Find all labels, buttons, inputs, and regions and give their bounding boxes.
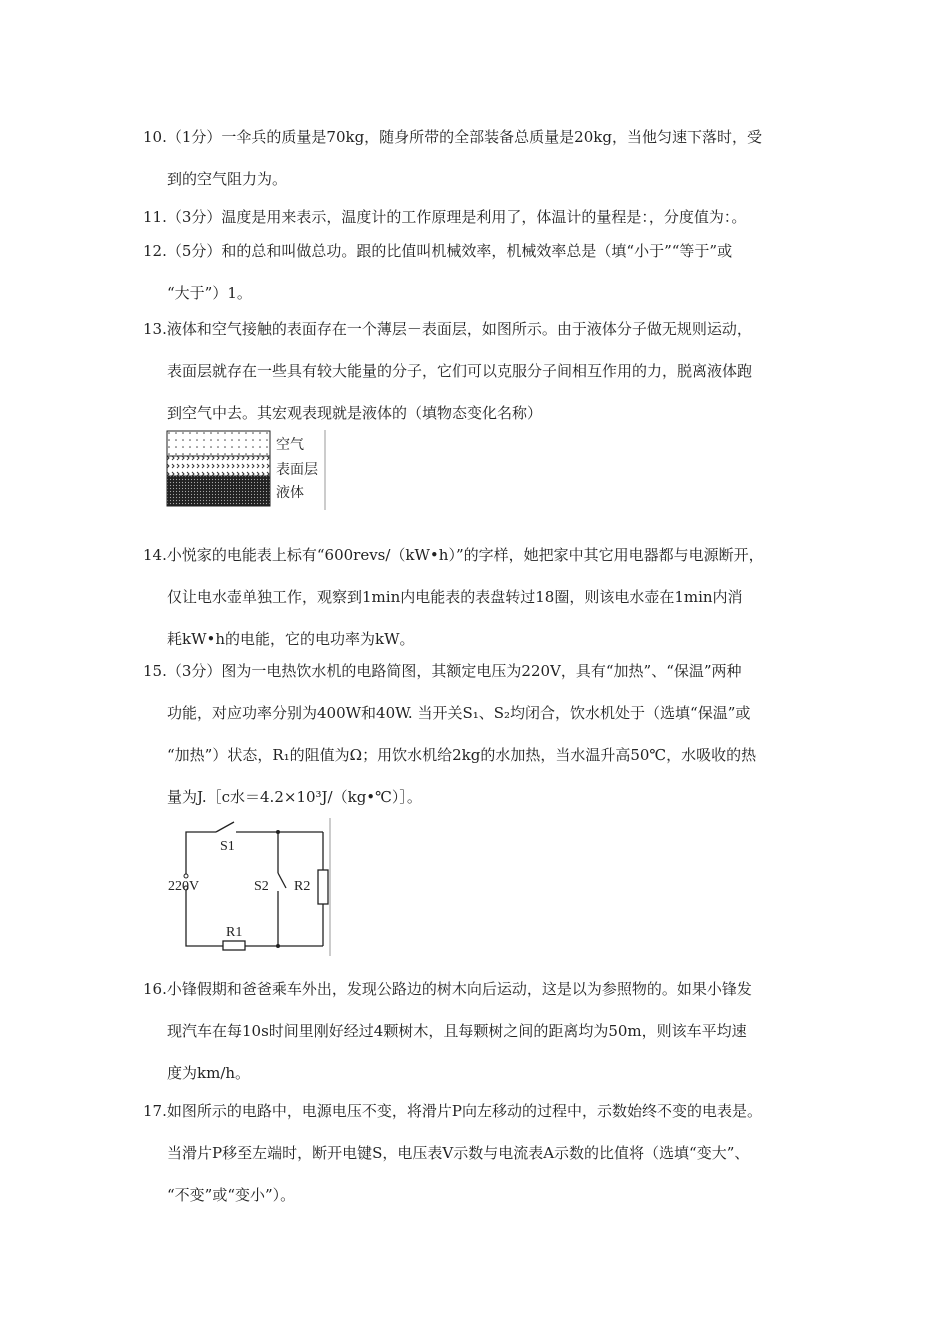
q10-line-2: 到的空气阻力为。 xyxy=(167,170,288,188)
air-region xyxy=(167,431,270,456)
question-13 xyxy=(143,308,823,434)
q14-line-1: 14.小悦家的电能表上标有“600revs/（kW•h）”的字样，她把家中其它用电器都与电源断开， xyxy=(143,546,764,564)
q12-line-1: 12.（5分）和的总和叫做总功。跟的比值叫机械效率，机械效率总是（填“小于”“等于”或 xyxy=(143,242,733,260)
label-surface-layer: 表面层 xyxy=(276,463,318,478)
question-10 xyxy=(143,116,823,200)
question-14 xyxy=(143,534,823,660)
label-r2: R2 xyxy=(294,879,311,894)
circuit-diagram-15 xyxy=(166,818,336,962)
q13-line-1: 13.液体和空气接触的表面存在一个薄层－表面层，如图所示。由于液体分子做无规则运动， xyxy=(143,320,752,338)
liquid-region xyxy=(167,476,270,506)
q13-line-2: 表面层就存在一些具有较大能量的分子，它们可以克服分子间相互作用的力，脱离液体跑 xyxy=(167,362,753,380)
question-15 xyxy=(143,650,823,818)
q12-line-2: “大于”）1。 xyxy=(167,284,252,302)
label-s1: S1 xyxy=(220,839,235,854)
q10-line-1: 10.（1分）一伞兵的质量是70kg，随身所带的全部装备总质量是20kg，当他匀速下落时，受 xyxy=(143,128,762,146)
question-17 xyxy=(143,1090,823,1216)
question-12 xyxy=(143,230,823,314)
label-r1: R1 xyxy=(226,925,243,940)
q15-line-3: “加热”）状态，R₁的阻值为Ω；用饮水机给2kg的水加热，当水温升高50℃，水吸收的热 xyxy=(167,746,757,764)
q15-line-1: 15.（3分）图为一电热饮水机的电路简图，其额定电压为220V，具有“加热”、“保温”两种 xyxy=(143,662,742,680)
surface-layer-region xyxy=(167,456,270,476)
q14-line-2: 仅让电水壶单独工作，观察到1min内电能表的表盘转过18圈，则该电水壶在1min内消 xyxy=(167,588,743,606)
label-voltage: 220V xyxy=(168,879,200,894)
q16-line-3: 度为km/h。 xyxy=(167,1064,251,1082)
label-liquid: 液体 xyxy=(276,486,304,501)
q13-line-3: 到空气中去。其宏观表现就是液体的（填物态变化名称） xyxy=(167,404,543,422)
label-air: 空气 xyxy=(276,438,304,453)
q15-line-4: 量为J.［c水＝4.2×10³J/（kg•℃）］。 xyxy=(167,788,422,806)
q14-line-3: 耗kW•h的电能，它的电功率为kW。 xyxy=(167,630,415,648)
q15-line-2: 功能，对应功率分别为400W和40W. 当开关S₁、S₂均闭合，饮水机处于（选填“保温”或 xyxy=(167,704,751,722)
label-s2: S2 xyxy=(254,879,269,894)
q17-line-2: 当滑片P移至左端时，断开电键S，电压表V示数与电流表A示数的比值将（选填“变大”、 xyxy=(167,1144,750,1162)
q16-line-1: 16.小锋假期和爸爸乘车外出，发现公路边的树木向后运动，这是以为参照物的。如果小锋发 xyxy=(143,980,752,998)
question-16 xyxy=(143,968,823,1094)
surface-layer-figure xyxy=(166,430,328,514)
q16-line-2: 现汽车在每10s时间里刚好经过4颗树木，且每颗树之间的距离均为50m，则该车平均速 xyxy=(167,1022,747,1040)
q17-line-1: 17.如图所示的电路中，电源电压不变，将滑片P向左移动的过程中，示数始终不变的电表是。 xyxy=(143,1102,762,1120)
q11-line-1: 11.（3分）温度是用来表示，温度计的工作原理是利用了，体温计的量程是：，分度值为：。 xyxy=(143,208,747,226)
q17-line-3: “不变”或“变小”）。 xyxy=(167,1186,296,1204)
